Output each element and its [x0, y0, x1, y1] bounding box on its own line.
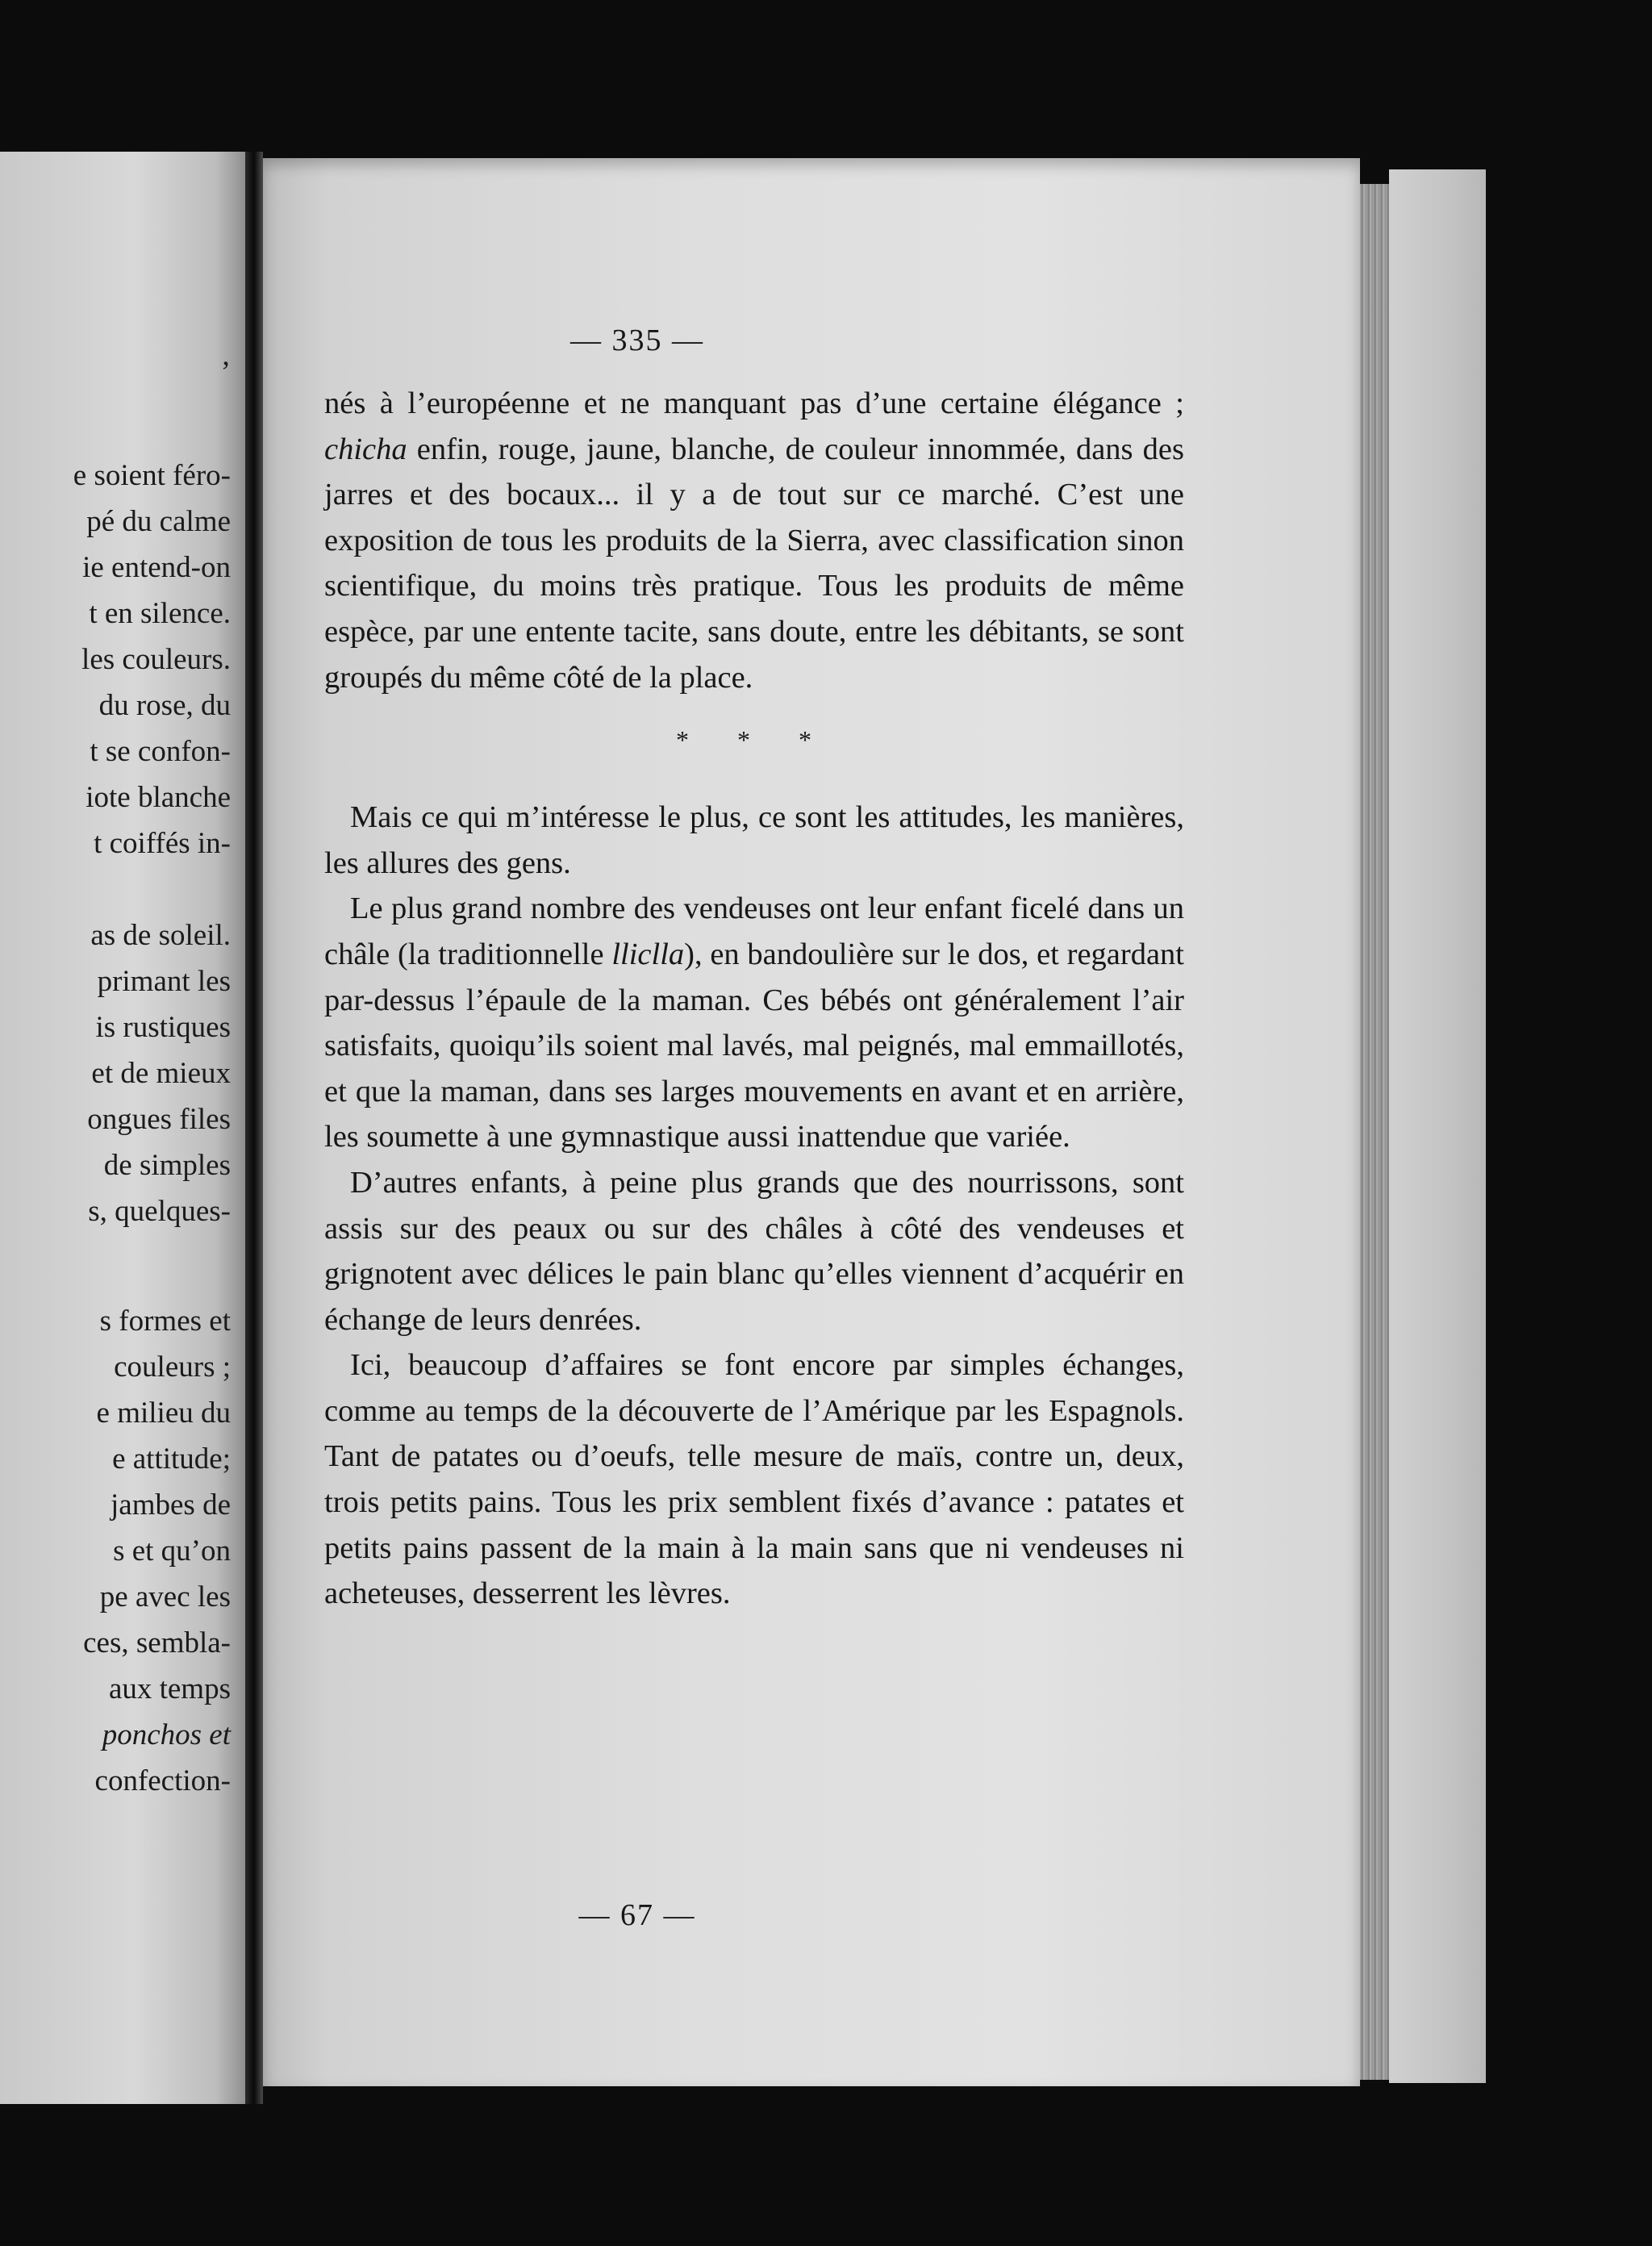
- left-page-line: du rose, du: [98, 689, 231, 722]
- left-page-line: e milieu du: [96, 1396, 231, 1430]
- left-page-line: ie entend-on: [82, 551, 231, 584]
- section-break-asterism: * * *: [676, 725, 832, 755]
- paragraph-3-text-b: ), en bandoulière sur le dos, et regardant par-dessus l’épaule de la maman. Ces bébés ont généralement l’air satisfaits, quoiqu’ils soient mal lavés, mal peignés, mal emmaillotés, et que la maman, dans ses larges mouvements en avant et en arrière, les soumette à une gymnastique aussi inattendue que variée.: [324, 937, 1184, 1154]
- left-page-line: ponchos et: [102, 1718, 231, 1751]
- left-page-line: as de soleil.: [90, 919, 231, 952]
- left-page-line: ’: [220, 356, 231, 389]
- left-page-line: iote blanche: [86, 781, 231, 814]
- left-page-line: les couleurs.: [81, 643, 231, 676]
- left-page-line: e soient féro-: [73, 459, 231, 492]
- left-page-line: t en silence.: [89, 597, 231, 630]
- left-page-line: et de mieux: [91, 1057, 231, 1090]
- italic-term-llliclla: lliclla: [611, 937, 685, 971]
- paragraph-2: Mais ce qui m’intéresse le plus, ce sont les attitudes, les manières, les allures des gens.: [324, 800, 1184, 880]
- left-page-line: pe avec les: [99, 1580, 231, 1614]
- page-body-text: [324, 381, 1184, 1617]
- italic-term-chicha: chicha: [324, 432, 407, 466]
- page-block-edge: [1360, 184, 1389, 2080]
- left-page-line: s et qu’on: [113, 1534, 231, 1568]
- paragraph-1: [324, 381, 1184, 700]
- left-page-line: is rustiques: [95, 1011, 231, 1044]
- paragraph-1-text-a: nés à l’européenne et ne manquant pas d’une certaine élégance ;: [324, 386, 1184, 420]
- paragraph-3: [324, 886, 1184, 1160]
- left-page-line: confection-: [94, 1764, 231, 1797]
- left-facing-page: [0, 152, 245, 2104]
- book-gutter: [245, 152, 263, 2104]
- left-page-line: jambes de: [111, 1488, 231, 1522]
- left-page-line: couleurs ;: [114, 1351, 231, 1384]
- paragraph-1-text-b: enfin, rouge, jaune, blanche, de couleur innommée, dans des jarres et des bocaux... il y a de tout sur ce marché. C’est une exposition de tous les produits de la Sierra, avec classification sinon scientifique, du moins très pratique. Tous les produits de même espèce, par une entente tacite, sans doute, entre les débitants, se sont groupés du même côté de la place.: [324, 432, 1184, 695]
- page-block-shadow: [1389, 169, 1486, 2083]
- page-number-footer: — 67 —: [578, 1898, 696, 1932]
- left-page-line: t se confon-: [90, 735, 231, 768]
- left-page-line: s, quelques-: [88, 1195, 231, 1228]
- left-page-line: ces, sembla-: [83, 1626, 231, 1659]
- left-page-line: e attitude;: [112, 1442, 231, 1476]
- left-page-line: primant les: [97, 965, 231, 998]
- page-number-header: — 335 —: [570, 324, 704, 357]
- left-page-line: ongues files: [87, 1103, 231, 1136]
- left-page-line: s formes et: [99, 1305, 231, 1338]
- left-page-line: de simples: [103, 1149, 231, 1182]
- paragraph-3-text-a: Le plus grand nombre des vendeuses ont leur enfant ficelé dans un châle (la traditionnelle: [324, 891, 1184, 971]
- left-page-line: aux temps: [108, 1672, 231, 1705]
- left-page-line: pé du calme: [86, 505, 231, 538]
- paragraph-4: D’autres enfants, à peine plus grands que des nourrissons, sont assis sur des peaux ou sur des châles à côté des vendeuses et grignotent avec délices le pain blanc qu’elles viennent d’acquérir en échange de leurs denrées.: [324, 1165, 1184, 1337]
- paragraph-5: Ici, beaucoup d’affaires se font encore par simples échanges, comme au temps de la découverte de l’Amérique par les Espagnols. Tant de patates ou d’oeufs, telle mesure de maïs, contre un, deux, trois petits pains. Tous les prix semblent fixés d’avance : patates et petits pains passent de la main à la main sans que ni vendeuses ni acheteuses, desserrent les lèvres.: [324, 1348, 1184, 1611]
- left-page-line: t coiffés in-: [94, 827, 231, 860]
